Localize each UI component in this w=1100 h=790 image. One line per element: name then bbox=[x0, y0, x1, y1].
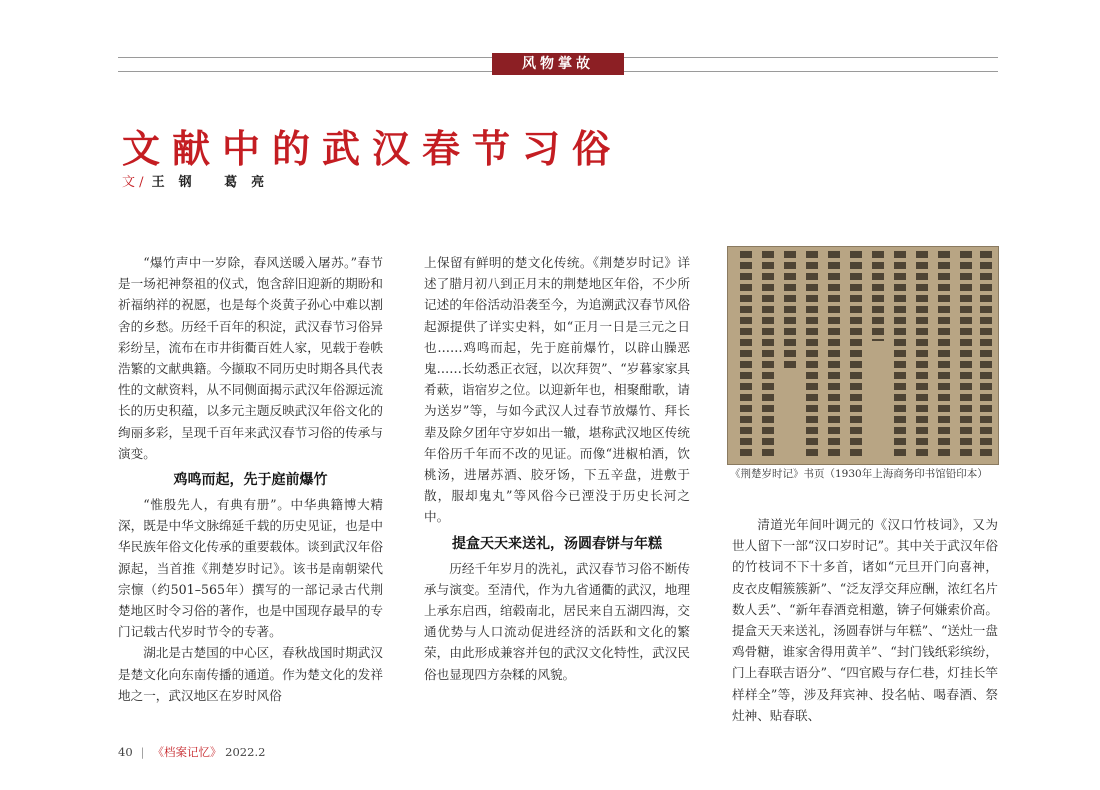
text-column-3 bbox=[732, 514, 998, 726]
text-column-1 bbox=[118, 252, 383, 706]
book-page-photo bbox=[727, 246, 999, 465]
author-names: 王钢 葛亮 bbox=[151, 175, 279, 190]
subheading: 鸡鸣而起，先于庭前爆竹 bbox=[173, 472, 328, 489]
page-footer: 40 | 《档案记忆》 2022.2 bbox=[118, 745, 266, 759]
issue-number: 2022.2 bbox=[225, 745, 266, 759]
figure-caption: 《荆楚岁时记》书页（1930年上海商务印书馆铅印本） bbox=[730, 468, 988, 480]
byline-label: 文 / bbox=[122, 175, 144, 190]
section-banner: 风物掌故 bbox=[492, 53, 624, 75]
paragraph: 清道光年间叶调元的《汉口竹枝词》，又为世人留下一部“汉口岁时记”。其中关于武汉年俗的竹枝词不下十多首，诸如“元旦开门向喜神，皮衣皮帽簇簇新”、“泛友浮交拜应酬，浓红名片数人丢”、“新年春酒竞相邀，锛子何嫌索价高。提盒天天来送礼，汤圆春饼与年糕”、“送灶一盘鸡骨糖，谁家舍得用黄羊”、“封门钱纸彩缤纷，门上春联吉语分”、“四官殿与存仁巷，灯挂长竿样样全”等，涉及拜宾神、投名帖、喝春酒、祭灶神、贴春联、 bbox=[732, 517, 998, 723]
subheading: 提盒天天来送礼，汤圆春饼与年糕 bbox=[452, 535, 662, 552]
page-number: 40 bbox=[118, 745, 133, 759]
paragraph: “爆竹声中一岁除，春风送暖入屠苏。”春节是一场祀神祭祖的仪式，饱含辞旧迎新的期盼和祈福纳祥的祝愿，也是每个炎黄子孙心中难以割舍的乡愁。历经千百年的积淀，武汉春节习俗异彩纷呈，流布在市井街衢百姓人家，见载于卷帙浩繁的文献典籍。今撷取不同历史时期各具代表性的文献资料，从不同侧面揭示武汉年俗源远流长的历史积蕴，以多元主题反映武汉年俗文化的绚丽多彩，呈现千百年来武汉春节习俗的传承与演变。 bbox=[118, 255, 383, 461]
article-title: 文献中的武汉春节习俗 bbox=[122, 126, 623, 171]
byline bbox=[122, 171, 278, 190]
paragraph: 上保留有鲜明的楚文化传统。《荆楚岁时记》详述了腊月初八到正月末的荆楚地区年俗，不少所记述的年俗活动沿袭至今，为追溯武汉春节风俗起源提供了详实史料，如“正月一日是三元之日也……鸡鸣而起，先于庭前爆竹，以辟山臊恶鬼……长幼悉正衣冠，以次拜贺”、“岁暮家家具肴蔌，诣宿岁之位。以迎新年也，相聚酣歌，请为送岁”等，与如今武汉人过春节放爆竹、拜长辈及除夕团年守岁如出一辙，堪称武汉地区传统年俗历千年而不改的见证。而像“进椒柏酒，饮桃汤，进屠苏酒、胶牙饧，下五辛盘，进敷于散，服却鬼丸”等风俗今已湮没于历史长河之中。 bbox=[424, 255, 690, 525]
paragraph: “惟殷先人，有典有册”。中华典籍博大精深，既是中华文脉绵延千载的历史见证，也是中华民族年俗文化传承的重要载体。谈到武汉年俗源起，当首推《荆楚岁时记》。该书是南朝梁代宗懔（约501–565年）撰写的一部记录古代荆楚地区时令习俗的著作，也是中国现存最早的专门记载古代岁时节令的专著。 bbox=[118, 497, 383, 640]
publication-name: 《档案记忆》 bbox=[152, 745, 222, 759]
paragraph: 湖北是古楚国的中心区，春秋战国时期武汉是楚文化向东南传播的通道。作为楚文化的发祥地之一，武汉地区在岁时风俗 bbox=[118, 645, 383, 703]
paragraph: 历经千年岁月的洗礼，武汉春节习俗不断传承与演变。至清代，作为九省通衢的武汉，地理上承东启西，绾毂南北，居民来自五湖四海，交通优势与人口流动促进经济的活跃和文化的繁荣，由此形成兼容并包的武汉文化特性，武汉民俗也显现四方杂糅的风貌。 bbox=[424, 560, 690, 682]
text-column-2 bbox=[424, 252, 690, 685]
